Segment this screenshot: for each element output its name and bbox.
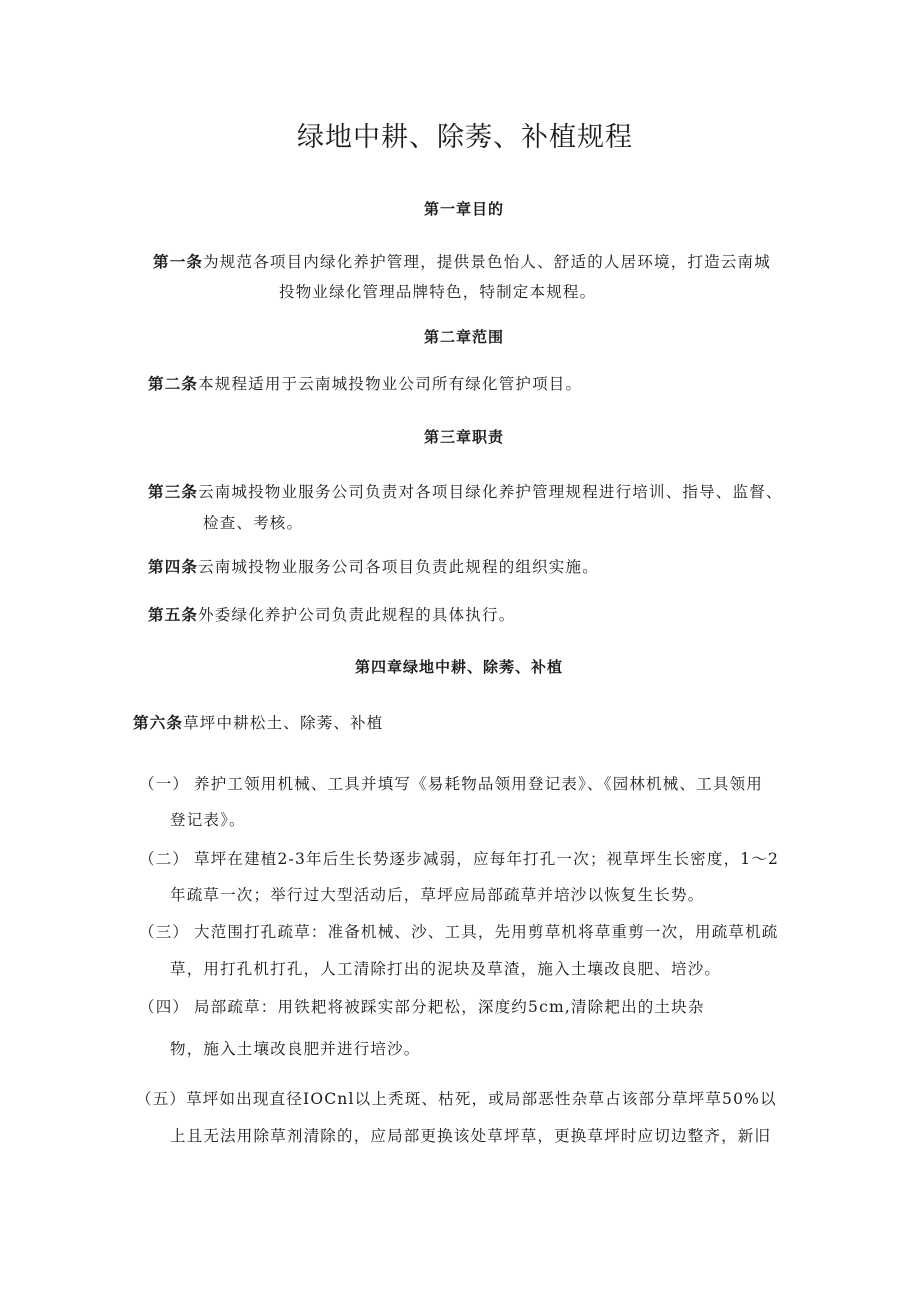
item-1-line-1: 养护工领用机械、工具并填写《易耗物品领用登记表》、《园林机械、工具领用 xyxy=(194,775,764,793)
article-3-line-2: 检查、考核。 xyxy=(203,514,304,532)
article-2-label: 第二条 xyxy=(148,375,199,393)
item-3-line-1: 大范围打孔疏草：准备机械、沙、工具，先用剪草机将草重剪一次，用疏草机疏 xyxy=(194,923,779,941)
item-2-line-1: 草坪在建植2-3年后生长势逐步减弱，应每年打孔一次；视草坪生长密度，1～2 xyxy=(194,850,780,868)
item-3-line-2: 草，用打孔机打孔，人工清除打出的泥块及草渣，施入土壤改良肥、培沙。 xyxy=(170,960,722,978)
item-3-number: （三） xyxy=(139,923,190,941)
article-1-text: 为规范各项目内绿化养护管理，提供景色怡人、舒适的人居环境，打造云南城 xyxy=(203,253,771,271)
article-6-line xyxy=(133,711,384,733)
item-4-number: （四） xyxy=(139,998,190,1016)
article-4-label: 第四条 xyxy=(148,558,199,576)
item-1-number: （一） xyxy=(139,775,190,793)
article-5-text: 外委绿化养护公司负责此规程的具体执行。 xyxy=(198,606,516,624)
chapter-1-heading: 第一章目的 xyxy=(424,200,505,218)
article-4-line xyxy=(148,555,599,577)
article-3-text: 云南城投物业服务公司负责对各项目绿化养护管理规程进行培训、指导、监督、 xyxy=(198,483,783,501)
item-1-line-2: 登记表》。 xyxy=(170,811,246,829)
chapter-4-heading: 第四章绿地中耕、除莠、补植 xyxy=(355,658,564,676)
item-4-line-1: 局部疏草：用铁耙将被踩实部分耙松，深度约5cm,清除耙出的土块杂 xyxy=(194,998,705,1016)
item-4-line-2: 物，施入土壤改良肥并进行培沙。 xyxy=(170,1040,421,1058)
chapter-2-heading: 第二章范围 xyxy=(424,328,505,346)
item-5-line-2: 上且无法用除草剂清除的，应局部更换该处草坪草，更换草坪时应切边整齐，新旧 xyxy=(170,1127,772,1145)
article-2-text: 本规程适用于云南城投物业公司所有绿化管护项目。 xyxy=(198,375,583,393)
article-6-text: 草坪中耕松土、除莠、补植 xyxy=(183,714,384,732)
item-5-line-1: （五）草坪如出现直径IOCnl以上秃斑、枯死，或局部恶性杂草占该部分草坪草50%以 xyxy=(136,1090,777,1108)
document-title: 绿地中耕、除莠、补植规程 xyxy=(297,122,633,153)
article-3-line-1 xyxy=(148,480,783,502)
chapter-3-heading: 第三章职责 xyxy=(424,428,505,446)
article-1-line-2: 投物业绿化管理品牌特色，特制定本规程。 xyxy=(279,283,597,301)
item-2-line-2: 年疏草一次；举行过大型活动后，草坪应局部疏草并培沙以恢复生长势。 xyxy=(170,886,705,904)
article-1-label: 第一条 xyxy=(153,253,204,271)
article-2-line xyxy=(148,372,582,394)
article-1-line-1 xyxy=(153,250,771,272)
item-2-number: （二） xyxy=(139,850,190,868)
article-5-line xyxy=(148,603,515,625)
article-6-label: 第六条 xyxy=(133,714,184,732)
article-3-label: 第三条 xyxy=(148,483,199,501)
article-4-text: 云南城投物业服务公司各项目负责此规程的组织实施。 xyxy=(198,558,599,576)
article-5-label: 第五条 xyxy=(148,606,199,624)
